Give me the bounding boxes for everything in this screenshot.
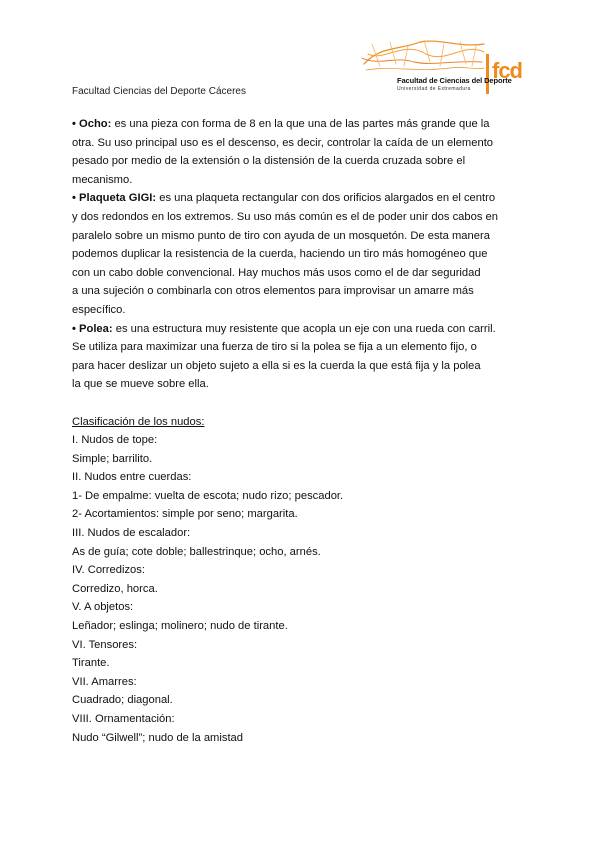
classification-line: VII. Amarres: (72, 675, 137, 688)
item-text: es una estructura muy resistente que acopla un eje con una rueda con carril. (112, 322, 496, 335)
item-polea (72, 320, 502, 394)
item-text: para hacer deslizar un objeto sujeto a ella si es la cuerda la que está fija y la polea (72, 359, 481, 372)
item-text: y dos redondos en los extremos. Su uso más común es el de poder unir dos cabos en (72, 210, 498, 223)
faculty-logo (360, 36, 520, 102)
classification-line: VI. Tensores: (72, 638, 138, 651)
classification-line: Simple; barrilito. (72, 452, 153, 465)
classification-line: Tirante. (72, 657, 110, 670)
logo-subtitle: Universidad de Extremadura (397, 86, 471, 92)
classification-line: V. A objetos: (72, 601, 134, 614)
classification-line: Cuadrado; diagonal. (72, 694, 173, 707)
item-label: • Ocho: (72, 118, 112, 130)
classification-heading: Clasificación de los nudos: (72, 415, 205, 428)
classification-line: IV. Corredizos: (72, 564, 145, 577)
classification-line: As de guía; cote doble; ballestrinque; ocho, arnés. (72, 545, 321, 558)
classification-line: II. Nudos entre cuerdas: (72, 471, 192, 484)
document-body (72, 115, 502, 747)
item-text: la que se mueve sobre ella. (72, 378, 209, 391)
item-text: pesado por medio de la extensión o la distensión de la cuerda cruzada sobre el (72, 155, 466, 168)
item-text: es una pieza con forma de 8 en la que una de las partes más grande que la (111, 118, 490, 130)
item-plaqueta-gigi (72, 189, 502, 319)
classification-line: 1- De empalme: vuelta de escota; nudo rizo; pescador. (72, 489, 344, 502)
item-text: es una plaqueta rectangular con dos orificios alargados en el centro (156, 192, 496, 205)
classification-line: 2- Acortamientos: simple por seno; margarita. (72, 508, 298, 521)
classification-line: III. Nudos de escalador: (72, 527, 191, 540)
item-text: Se utiliza para maximizar una fuerza de tiro si la polea se fija a un elemento fijo, o (72, 341, 477, 354)
item-text: podemos duplicar la resistencia de la cuerda, haciendo un tiro más homogéneo que (72, 248, 488, 261)
page-header-text: Facultad Ciencias del Deporte Cáceres (72, 86, 246, 97)
classification-line: VIII. Ornamentación: (72, 713, 175, 725)
item-text: con un cabo doble convencional. Hay muchos más usos como el de dar seguridad (72, 266, 481, 279)
item-text: paralelo sobre un mismo punto de tiro con ayuda de un mosquetón. De esta manera (72, 229, 490, 242)
classification-line: Nudo “Gilwell”; nudo de la amistad (72, 731, 244, 744)
paragraph-spacer (72, 394, 502, 413)
logo-mark: fcd (492, 58, 522, 83)
logo-accent-bar (486, 54, 489, 94)
logo-title: Facultad de Ciencias del Deporte (397, 76, 512, 85)
classification-line: Corredizo, horca. (72, 582, 158, 595)
item-text: mecanismo. (72, 173, 133, 186)
item-label: • Polea: (72, 322, 113, 335)
item-label: • Plaqueta GIGI: (72, 192, 157, 205)
item-text: otra. Su uso principal uso es el descenso, es decir, controlar la caída de un elemento (72, 136, 494, 149)
classification-section (72, 413, 502, 748)
item-ocho (72, 115, 502, 189)
item-text: específico. (72, 303, 126, 316)
item-text: a una sujeción o combinarla con otros elementos para improvisar un amarre más (72, 285, 474, 298)
classification-line: I. Nudos de tope: (72, 434, 158, 447)
classification-line: Leñador; eslinga; molinero; nudo de tirante. (72, 620, 288, 633)
